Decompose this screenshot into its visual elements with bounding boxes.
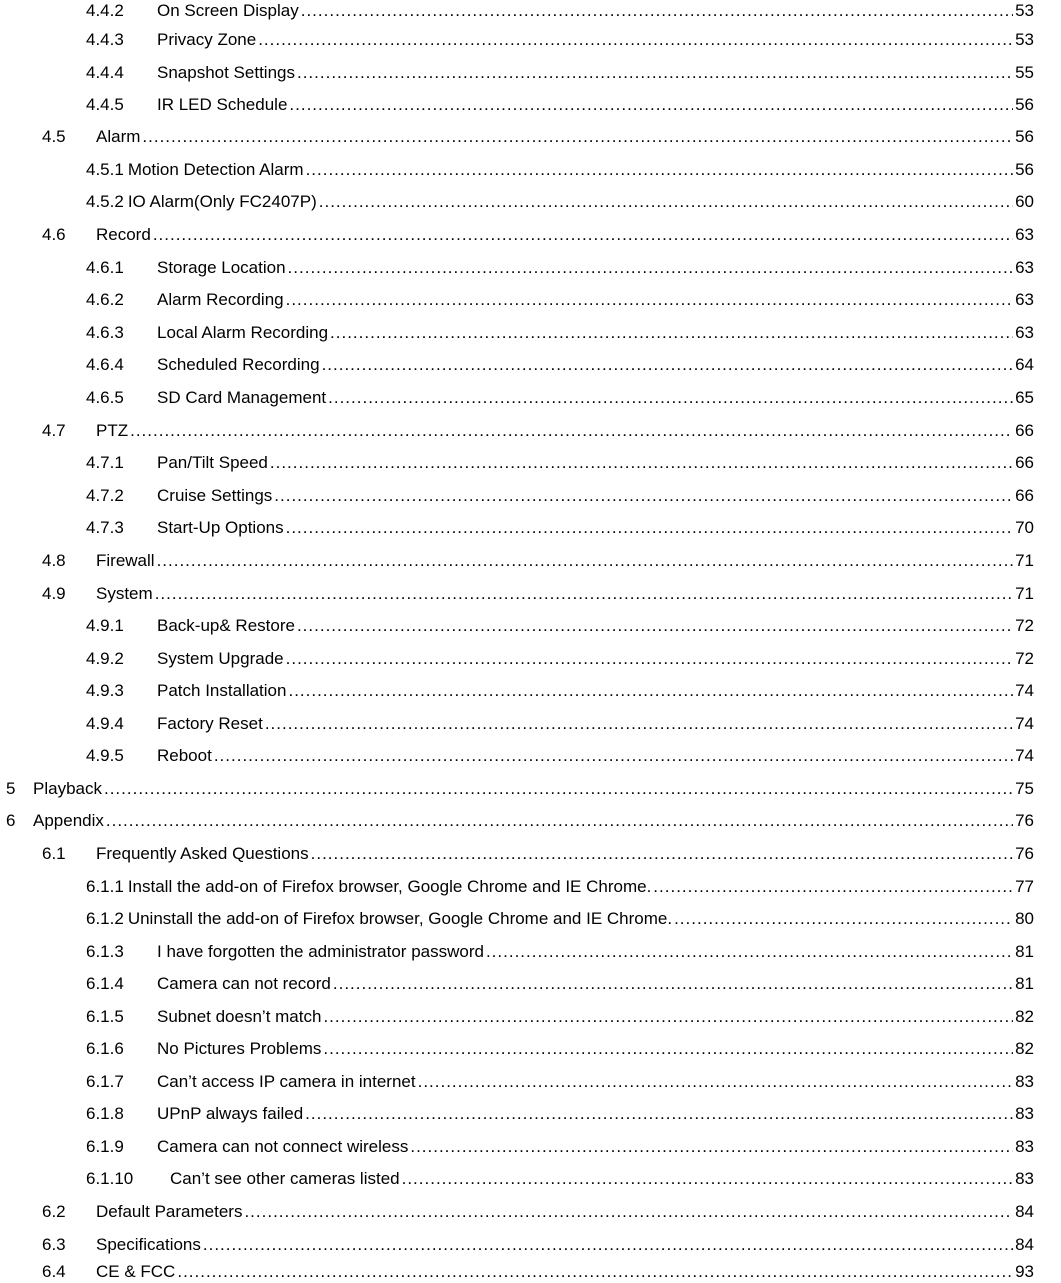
toc-page-number: 82 (1015, 1039, 1034, 1058)
toc-title: Camera can not record (157, 974, 331, 993)
toc-entry-5[interactable] (6, 778, 1034, 800)
toc-page-number: 64 (1015, 355, 1034, 374)
toc-page-number: 75 (1015, 779, 1034, 798)
toc-entry-6-1-6[interactable] (86, 1038, 1034, 1060)
toc-page-number: 66 (1015, 486, 1034, 505)
toc-row (0, 224, 1061, 246)
toc-number: 4.8 (42, 551, 66, 570)
toc-row (0, 126, 1061, 148)
toc-page-number: 77 (1015, 877, 1034, 896)
toc-title: Motion Detection Alarm (127, 160, 304, 179)
toc-page-number: 70 (1015, 518, 1034, 537)
toc-page-number: 65 (1015, 388, 1034, 407)
dot-leader (104, 778, 1013, 800)
toc-row (0, 745, 1061, 767)
toc-title: Scheduled Recording (157, 355, 320, 374)
toc-entry-6-1-4[interactable] (86, 973, 1034, 995)
toc-entry-6-2[interactable] (42, 1201, 1034, 1223)
toc-number: 4.7.2 (86, 486, 124, 505)
toc-number: 4.9 (42, 584, 66, 603)
toc-title: Back-up& Restore (157, 616, 295, 635)
toc-row (0, 387, 1061, 409)
toc-row (0, 843, 1061, 865)
toc-title: SD Card Management (157, 388, 327, 407)
dot-leader (297, 62, 1013, 84)
dot-leader (410, 1136, 1013, 1158)
toc-row (0, 1006, 1061, 1028)
toc-number: 6.1.1 (86, 877, 124, 896)
toc-title: System (96, 584, 153, 603)
dot-leader (286, 289, 1013, 311)
toc-page-number: 81 (1015, 974, 1034, 993)
toc-page-number: 72 (1015, 616, 1034, 635)
toc-title: Record (96, 225, 151, 244)
toc-page-number: 83 (1015, 1104, 1034, 1123)
dot-leader (653, 876, 1013, 898)
toc-entry-6-1-2[interactable] (86, 908, 1034, 930)
toc-entry-4-9-2[interactable] (86, 648, 1034, 670)
dot-leader (306, 159, 1014, 181)
toc-number: 4.9.1 (86, 616, 124, 635)
toc-number: 4.7.3 (86, 518, 124, 537)
toc-number: 4.9.3 (86, 681, 124, 700)
toc-title: CE & FCC (96, 1262, 176, 1281)
dot-leader (286, 517, 1013, 539)
toc-page-number: 74 (1015, 714, 1034, 733)
toc-number: 4.9.4 (86, 714, 124, 733)
dot-leader (328, 387, 1013, 409)
toc-row (0, 876, 1061, 898)
toc-entry-6-1-8[interactable] (86, 1103, 1034, 1125)
toc-row (0, 354, 1061, 376)
toc-number: 6.3 (42, 1235, 66, 1254)
toc-entry-4-7[interactable] (42, 420, 1034, 442)
toc-page-number: 63 (1015, 290, 1034, 309)
toc-number: 4.7.1 (86, 453, 124, 472)
toc-entry-4-5-2[interactable] (86, 191, 1034, 213)
toc-row (0, 257, 1061, 279)
toc-row (0, 420, 1061, 442)
toc-page-number: 72 (1015, 649, 1034, 668)
toc-title: Specifications (96, 1235, 201, 1254)
toc-title: Frequently Asked Questions (96, 844, 309, 863)
toc-row (0, 517, 1061, 539)
toc-title: Alarm Recording (157, 290, 284, 309)
dot-leader (486, 941, 1013, 963)
toc-row (0, 191, 1061, 213)
toc-row (0, 0, 1061, 22)
toc-title: Alarm (96, 127, 141, 146)
toc-title: Can’t access IP camera in internet (157, 1072, 416, 1091)
toc-number: 6.1.3 (86, 942, 124, 961)
toc-number: 6.1.10 (86, 1169, 134, 1188)
toc-number: 6.1.5 (86, 1007, 124, 1026)
toc-entry-4-9-5[interactable] (86, 745, 1034, 767)
toc-title: No Pictures Problems (157, 1039, 322, 1058)
toc-number: 4.5 (42, 127, 66, 146)
toc-page-number: 55 (1015, 63, 1034, 82)
toc-page-number: 56 (1015, 95, 1034, 114)
toc-row (0, 1261, 1061, 1283)
toc-entry-4-6-3[interactable] (86, 322, 1034, 344)
toc-entry-4-8[interactable] (42, 550, 1034, 572)
toc-page-number: 53 (1015, 1, 1034, 20)
toc-page-number: 83 (1015, 1169, 1034, 1188)
toc-title: Factory Reset (157, 714, 263, 733)
toc-number: 4.4.4 (86, 63, 124, 82)
toc-number: 6.1.8 (86, 1104, 124, 1123)
toc-page-number: 76 (1015, 844, 1034, 863)
toc-number: 6.1.4 (86, 974, 124, 993)
toc-title: Default Parameters (96, 1202, 243, 1221)
toc-entry-6-1-7[interactable] (86, 1071, 1034, 1093)
toc-number: 4.4.2 (86, 1, 124, 20)
toc-entry-4-4-5[interactable] (86, 94, 1034, 116)
toc-row (0, 973, 1061, 995)
dot-leader (330, 322, 1013, 344)
dot-leader (301, 0, 1013, 22)
dot-leader (323, 1038, 1013, 1060)
toc-entry-6-1-5[interactable] (86, 1006, 1034, 1028)
toc-number: 4.4.5 (86, 95, 124, 114)
toc-title: Subnet doesn’t match (157, 1007, 322, 1026)
toc-row (0, 550, 1061, 572)
toc-row (0, 62, 1061, 84)
dot-leader (157, 550, 1014, 572)
dot-leader (177, 1261, 1013, 1283)
toc-title: Snapshot Settings (157, 63, 295, 82)
toc-page-number: 66 (1015, 421, 1034, 440)
toc-row (0, 1234, 1061, 1256)
toc-entry-4-6-2[interactable] (86, 289, 1034, 311)
toc-title: Camera can not connect wireless (157, 1137, 409, 1156)
toc-number: 4.6.3 (86, 323, 124, 342)
toc-title: Reboot (157, 746, 212, 765)
toc-page-number: 53 (1015, 30, 1034, 49)
toc-number: 6.2 (42, 1202, 66, 1221)
dot-leader (244, 1201, 1013, 1223)
toc-title: Local Alarm Recording (157, 323, 329, 342)
dot-leader (265, 713, 1013, 735)
dot-leader (286, 648, 1013, 670)
toc-title: I have forgotten the administrator password (157, 942, 484, 961)
toc-page-number: 74 (1015, 746, 1034, 765)
toc-row (0, 1103, 1061, 1125)
toc-page-number: 71 (1015, 551, 1034, 570)
toc-row (0, 1168, 1061, 1190)
toc-number: 4.6.5 (86, 388, 124, 407)
toc-number: 4.6.2 (86, 290, 124, 309)
toc-title: Storage Location (157, 258, 286, 277)
toc-row (0, 583, 1061, 605)
toc-page-number: 71 (1015, 584, 1034, 603)
toc-row (0, 452, 1061, 474)
toc-entry-6-1[interactable] (42, 843, 1034, 865)
toc-entry-6-1-10[interactable] (86, 1168, 1034, 1190)
toc-title: Uninstall the add-on of Firefox browser, Google Chrome and IE Chrome. (127, 909, 673, 928)
toc-title: Pan/Tilt Speed (157, 453, 268, 472)
toc-row (0, 1136, 1061, 1158)
dot-leader (155, 583, 1013, 605)
dot-leader (322, 354, 1014, 376)
toc-entry-6-1-1[interactable] (86, 876, 1034, 898)
toc-number: 4.9.5 (86, 746, 124, 765)
dot-leader (289, 94, 1013, 116)
dot-leader (323, 1006, 1013, 1028)
dot-leader (153, 224, 1013, 246)
toc-page-number: 66 (1015, 453, 1034, 472)
toc-entry-6-1-9[interactable] (86, 1136, 1034, 1158)
dot-leader (319, 191, 1013, 213)
toc-row (0, 941, 1061, 963)
toc-entry-4-4-4[interactable] (86, 62, 1034, 84)
toc-page-number: 82 (1015, 1007, 1034, 1026)
toc-page-number: 63 (1015, 323, 1034, 342)
toc-row (0, 810, 1061, 832)
toc-row (0, 29, 1061, 51)
dot-leader (106, 810, 1013, 832)
toc-entry-4-7-3[interactable] (86, 517, 1034, 539)
toc-row (0, 94, 1061, 116)
toc-number: 4.6 (42, 225, 66, 244)
toc-page-number: 93 (1015, 1262, 1034, 1281)
toc-row (0, 322, 1061, 344)
toc-entry-4-7-2[interactable] (86, 485, 1034, 507)
toc-number: 4.6.1 (86, 258, 124, 277)
toc-row (0, 289, 1061, 311)
toc-page-number: 56 (1015, 160, 1034, 179)
toc-number: 6.1.6 (86, 1039, 124, 1058)
toc-number: 6.4 (42, 1262, 66, 1281)
dot-leader (333, 973, 1013, 995)
toc-number: 6 (6, 811, 16, 830)
toc-number: 5 (6, 779, 16, 798)
dot-leader (203, 1234, 1013, 1256)
toc-number: 4.9.2 (86, 649, 124, 668)
toc-row (0, 485, 1061, 507)
dot-leader (130, 420, 1013, 442)
toc-title: PTZ (96, 421, 129, 440)
toc-page-number: 63 (1015, 225, 1034, 244)
toc-title: Playback (33, 779, 102, 798)
dot-leader (214, 745, 1013, 767)
toc-number: 4.5.2 (86, 192, 124, 211)
toc-page-number: 76 (1015, 811, 1034, 830)
dot-leader (142, 126, 1013, 148)
toc-entry-4-5[interactable] (42, 126, 1034, 148)
toc-entry-4-5-1[interactable] (86, 159, 1034, 181)
toc-number: 6.1.2 (86, 909, 124, 928)
dot-leader (297, 615, 1013, 637)
toc-page-number: 81 (1015, 942, 1034, 961)
toc-number: 4.5.1 (86, 160, 124, 179)
toc-row (0, 1071, 1061, 1093)
dot-leader (305, 1103, 1013, 1125)
toc-entry-6-3[interactable] (42, 1234, 1034, 1256)
toc-title: Privacy Zone (157, 30, 257, 49)
toc-number: 6.1.9 (86, 1137, 124, 1156)
toc-page-number: 83 (1015, 1072, 1034, 1091)
dot-leader (418, 1071, 1013, 1093)
toc-entry-4-9-4[interactable] (86, 713, 1034, 735)
toc-entry-4-9-1[interactable] (86, 615, 1034, 637)
toc-title: Firewall (96, 551, 155, 570)
toc-entry-4-6-1[interactable] (86, 257, 1034, 279)
toc-title: On Screen Display (157, 1, 299, 20)
toc-number: 4.6.4 (86, 355, 124, 374)
toc-row (0, 159, 1061, 181)
toc-entry-4-7-1[interactable] (86, 452, 1034, 474)
toc-page-number: 63 (1015, 258, 1034, 277)
toc-number: 6.1 (42, 844, 66, 863)
toc-row (0, 908, 1061, 930)
toc-row (0, 778, 1061, 800)
toc-row (0, 1038, 1061, 1060)
toc-number: 6.1.7 (86, 1072, 124, 1091)
toc-title: IR LED Schedule (157, 95, 288, 114)
toc-entry-4-9[interactable] (42, 583, 1034, 605)
toc-row (0, 680, 1061, 702)
toc-entry-4-4-2[interactable] (86, 0, 1034, 22)
dot-leader (258, 29, 1013, 51)
toc-entry-6-4[interactable] (42, 1261, 1034, 1283)
dot-leader (402, 1168, 1013, 1190)
dot-leader (311, 843, 1013, 865)
toc-title: Start-Up Options (157, 518, 284, 537)
toc-entry-4-9-3[interactable] (86, 680, 1034, 702)
toc-entry-6[interactable] (6, 810, 1034, 832)
toc-row (0, 1201, 1061, 1223)
toc-page-number: 80 (1015, 909, 1034, 928)
toc-page-number: 84 (1015, 1235, 1034, 1254)
dot-leader (270, 452, 1013, 474)
toc-title: UPnP always failed (157, 1104, 304, 1123)
toc-entry-4-6-5[interactable] (86, 387, 1034, 409)
toc-page-number: 84 (1015, 1202, 1034, 1221)
toc-page-number: 74 (1015, 681, 1034, 700)
toc-title: System Upgrade (157, 649, 284, 668)
toc-row (0, 648, 1061, 670)
toc-row (0, 713, 1061, 735)
toc-title: Install the add-on of Firefox browser, Google Chrome and IE Chrome. (127, 877, 652, 896)
dot-leader (288, 680, 1013, 702)
toc-page-number: 83 (1015, 1137, 1034, 1156)
toc-title: Appendix (33, 811, 104, 830)
toc-title: Patch Installation (157, 681, 287, 700)
toc-number: 4.4.3 (86, 30, 124, 49)
toc-row (0, 615, 1061, 637)
toc-title: Cruise Settings (157, 486, 273, 505)
dot-leader (274, 485, 1013, 507)
toc-entry-4-6-4[interactable] (86, 354, 1034, 376)
dot-leader (674, 908, 1013, 930)
toc-title: IO Alarm(Only FC2407P) (127, 192, 317, 211)
toc-entry-4-6[interactable] (42, 224, 1034, 246)
toc-entry-4-4-3[interactable] (86, 29, 1034, 51)
dot-leader (288, 257, 1014, 279)
toc-page-number: 56 (1015, 127, 1034, 146)
toc-number: 4.7 (42, 421, 66, 440)
toc-page-number: 60 (1015, 192, 1034, 211)
toc-title: Can’t see other cameras listed (170, 1169, 400, 1188)
toc-entry-6-1-3[interactable] (86, 941, 1034, 963)
